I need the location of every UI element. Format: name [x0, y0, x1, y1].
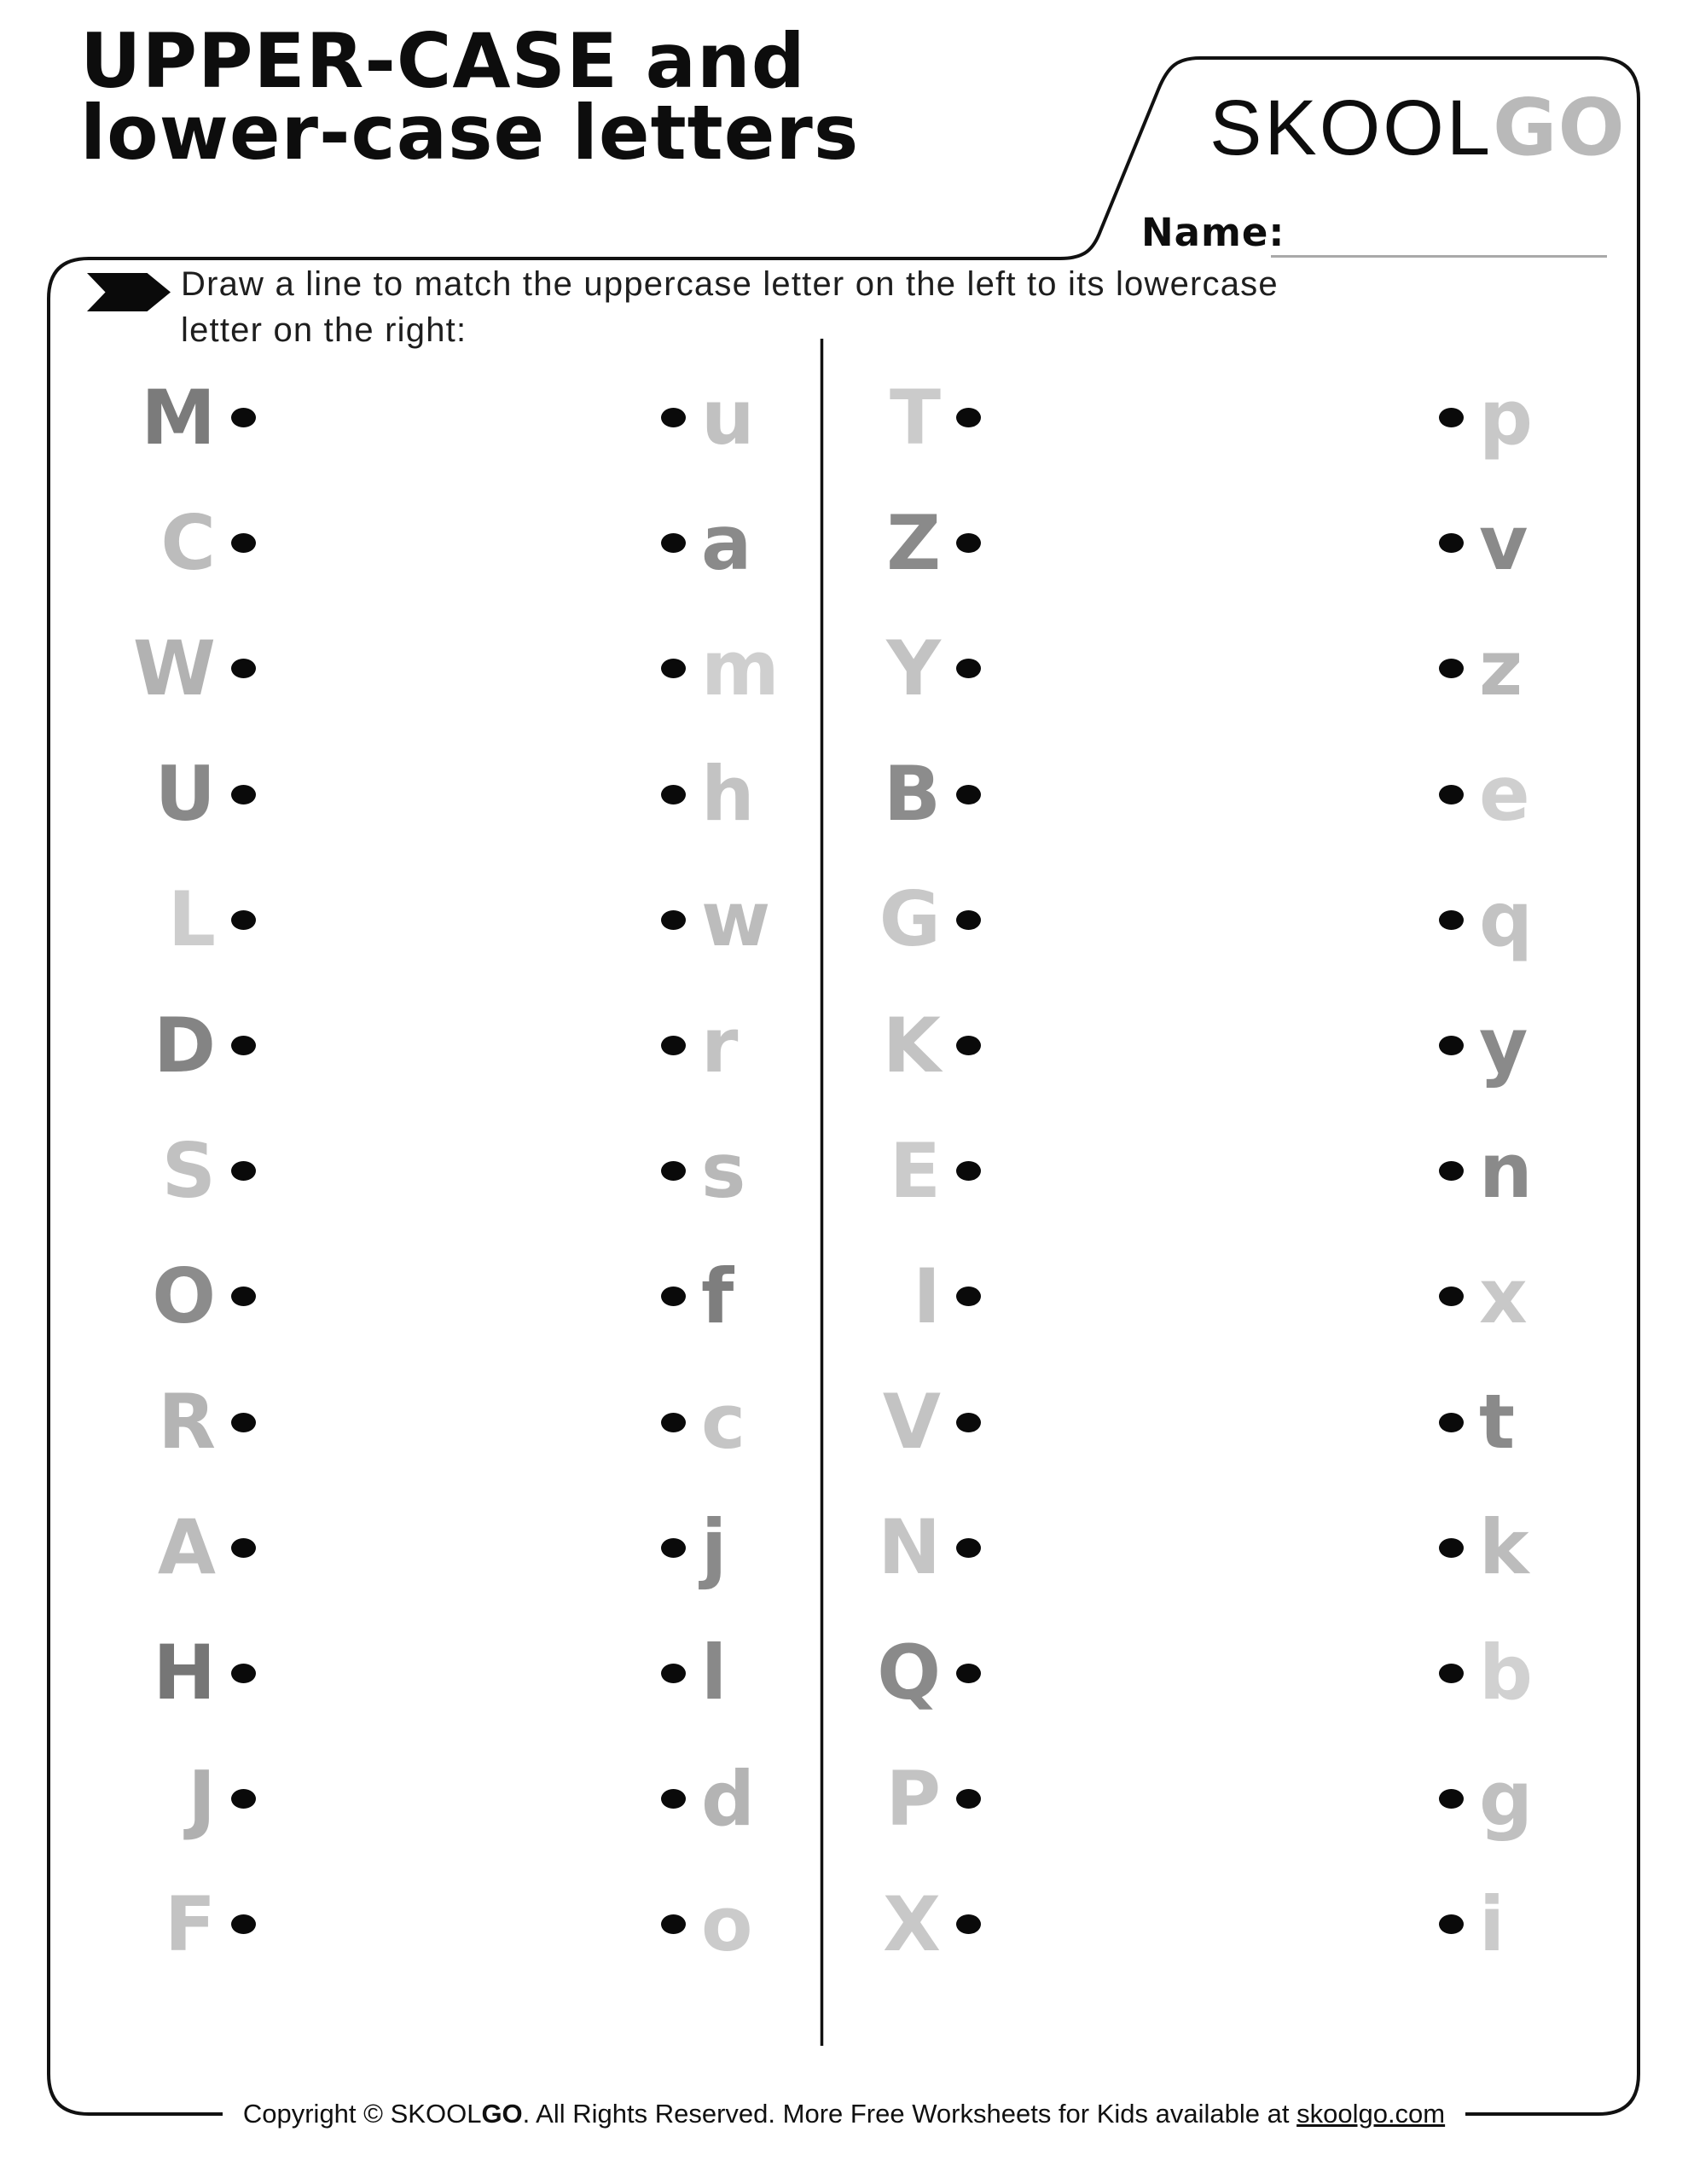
match-row	[1439, 1862, 1661, 1987]
instruction-text	[181, 261, 1279, 353]
lowercase-letter: v	[1479, 498, 1528, 587]
uppercase-letter: R	[158, 1378, 216, 1467]
match-dot[interactable]	[956, 1789, 981, 1809]
uppercase-letter: N	[878, 1503, 941, 1592]
uppercase-letter: Y	[886, 624, 941, 712]
match-row	[778, 1736, 981, 1862]
uppercase-letter: V	[882, 1378, 941, 1467]
lowercase-letter: l	[701, 1629, 728, 1717]
match-dot[interactable]	[1439, 1413, 1464, 1432]
logo-skool-text: SKOOL	[1209, 84, 1494, 171]
lowercase-letter: y	[1479, 1001, 1528, 1089]
lowercase-letter: d	[701, 1754, 755, 1843]
footer	[0, 2094, 1688, 2134]
match-row	[75, 1234, 256, 1359]
match-row	[1439, 355, 1661, 480]
match-row	[778, 983, 981, 1108]
match-row	[778, 732, 981, 857]
uppercase-letter: K	[882, 1001, 941, 1089]
match-row	[1439, 857, 1661, 983]
match-dot[interactable]	[231, 1914, 256, 1934]
match-dot[interactable]	[231, 1538, 256, 1558]
match-dot[interactable]	[1439, 1914, 1464, 1934]
match-dot[interactable]	[1439, 785, 1464, 804]
match-dot[interactable]	[1439, 1287, 1464, 1306]
lowercase-letter: m	[701, 624, 780, 712]
uppercase-letter: D	[153, 1001, 216, 1089]
match-dot[interactable]	[231, 785, 256, 804]
match-dot[interactable]	[1439, 1538, 1464, 1558]
lowercase-letter: w	[701, 875, 771, 964]
uppercase-letter: A	[157, 1503, 216, 1592]
match-row	[778, 480, 981, 606]
match-dot[interactable]	[231, 408, 256, 427]
uppercase-letter: O	[152, 1252, 216, 1340]
match-dot[interactable]	[231, 533, 256, 553]
lowercase-letter: g	[1479, 1754, 1533, 1843]
match-dot[interactable]	[956, 1914, 981, 1934]
match-dot[interactable]	[661, 1036, 686, 1055]
match-row	[778, 857, 981, 983]
uppercase-letter: X	[883, 1879, 941, 1968]
match-row	[75, 1108, 256, 1234]
match-dot[interactable]	[661, 1161, 686, 1181]
page-title-line2: lower-case letters	[80, 89, 860, 177]
match-dot[interactable]	[661, 910, 686, 930]
uppercase-letter: T	[889, 373, 941, 462]
match-row	[1439, 732, 1661, 857]
name-input-line[interactable]	[1271, 255, 1607, 258]
uppercase-letter: M	[141, 373, 216, 462]
match-dot[interactable]	[956, 910, 981, 930]
match-row	[778, 1360, 981, 1485]
match-dot[interactable]	[231, 1287, 256, 1306]
page-title-line1: UPPER-CASE and	[80, 17, 806, 105]
left-uppercase-column	[75, 355, 256, 1987]
footer-copyright-prefix: Copyright ©	[242, 2099, 391, 2129]
match-dot[interactable]	[956, 1664, 981, 1683]
footer-brand-go: GO	[481, 2099, 523, 2129]
uppercase-letter: H	[153, 1629, 216, 1717]
match-row	[778, 355, 981, 480]
match-row	[75, 480, 256, 606]
match-dot[interactable]	[661, 785, 686, 804]
uppercase-letter: Q	[877, 1629, 941, 1717]
match-dot[interactable]	[956, 785, 981, 804]
match-row	[778, 1611, 981, 1736]
match-dot[interactable]	[1439, 1664, 1464, 1683]
uppercase-letter: B	[883, 750, 941, 839]
footer-middle-text: . All Rights Reserved. More Free Worksheets for Kids available at	[522, 2099, 1297, 2129]
lowercase-letter: n	[1479, 1126, 1533, 1215]
uppercase-letter: L	[167, 875, 216, 964]
match-dot[interactable]	[956, 408, 981, 427]
right-lowercase-column	[1439, 355, 1661, 1987]
match-dot[interactable]	[956, 659, 981, 678]
match-row	[778, 606, 981, 731]
match-row	[75, 1862, 256, 1987]
match-row	[778, 1485, 981, 1611]
instruction-line1: Draw a line to match the uppercase letter on the left to its lowercase	[181, 265, 1279, 303]
skoolgo-logo	[1209, 82, 1626, 173]
match-dot[interactable]	[231, 1036, 256, 1055]
lowercase-letter: i	[1479, 1879, 1505, 1968]
match-dot[interactable]	[661, 659, 686, 678]
match-dot[interactable]	[231, 1789, 256, 1809]
match-dot[interactable]	[956, 1161, 981, 1181]
match-dot[interactable]	[956, 533, 981, 553]
match-row	[778, 1234, 981, 1359]
match-row	[75, 1736, 256, 1862]
match-row	[75, 857, 256, 983]
match-dot[interactable]	[661, 1789, 686, 1809]
match-dot[interactable]	[661, 1914, 686, 1934]
lowercase-letter: z	[1479, 624, 1523, 712]
lowercase-letter: h	[701, 750, 755, 839]
footer-skoolgo-link[interactable]: skoolgo.com	[1296, 2099, 1446, 2129]
uppercase-letter: U	[154, 750, 216, 839]
match-row	[1439, 606, 1661, 731]
lowercase-letter: k	[1479, 1503, 1529, 1592]
match-row	[75, 983, 256, 1108]
lowercase-letter: t	[1479, 1378, 1516, 1467]
match-row	[75, 606, 256, 731]
lowercase-letter: x	[1479, 1252, 1528, 1340]
uppercase-letter: P	[885, 1754, 941, 1843]
match-dot[interactable]	[661, 1664, 686, 1683]
match-dot[interactable]	[956, 1287, 981, 1306]
match-dot[interactable]	[1439, 659, 1464, 678]
lowercase-letter: r	[701, 1001, 739, 1089]
uppercase-letter: C	[160, 498, 216, 587]
lowercase-letter: u	[701, 373, 755, 462]
uppercase-letter: J	[188, 1754, 216, 1843]
lowercase-letter: o	[701, 1879, 753, 1968]
match-dot[interactable]	[661, 533, 686, 553]
match-dot[interactable]	[661, 1413, 686, 1432]
lowercase-letter: a	[701, 498, 752, 587]
match-dot[interactable]	[1439, 408, 1464, 427]
match-dot[interactable]	[231, 910, 256, 930]
lowercase-letter: f	[701, 1252, 734, 1340]
match-row	[75, 732, 256, 857]
lowercase-letter: j	[701, 1503, 728, 1592]
uppercase-letter: Z	[886, 498, 941, 587]
lowercase-letter: e	[1479, 750, 1530, 839]
uppercase-letter: G	[879, 875, 941, 964]
right-uppercase-column	[778, 355, 981, 1987]
lowercase-letter: c	[701, 1378, 746, 1467]
match-row	[75, 355, 256, 480]
name-label: Name:	[1141, 210, 1285, 255]
match-dot[interactable]	[231, 1664, 256, 1683]
match-row	[778, 1108, 981, 1234]
footer-text	[223, 2094, 1465, 2134]
match-dot[interactable]	[1439, 1161, 1464, 1181]
match-row	[1439, 480, 1661, 606]
match-dot[interactable]	[661, 1287, 686, 1306]
logo-go-text: GO	[1493, 82, 1626, 173]
uppercase-letter: F	[164, 1879, 216, 1968]
match-dot[interactable]	[956, 1538, 981, 1558]
match-dot[interactable]	[231, 1161, 256, 1181]
uppercase-letter: I	[913, 1252, 941, 1340]
match-dot[interactable]	[1439, 910, 1464, 930]
uppercase-letter: S	[161, 1126, 216, 1215]
match-row	[75, 1360, 256, 1485]
match-row	[1439, 983, 1661, 1108]
match-row	[1439, 1360, 1661, 1485]
match-row	[1439, 1234, 1661, 1359]
instruction-line2: letter on the right:	[181, 311, 467, 349]
match-dot[interactable]	[956, 1036, 981, 1055]
match-dot[interactable]	[231, 659, 256, 678]
lowercase-letter: s	[701, 1126, 746, 1215]
match-dot[interactable]	[1439, 533, 1464, 553]
match-dot[interactable]	[1439, 1789, 1464, 1809]
uppercase-letter: W	[132, 624, 216, 712]
match-dot[interactable]	[1439, 1036, 1464, 1055]
match-dot[interactable]	[231, 1413, 256, 1432]
match-dot[interactable]	[956, 1413, 981, 1432]
uppercase-letter: E	[889, 1126, 941, 1215]
page-title	[80, 17, 860, 177]
match-row	[1439, 1736, 1661, 1862]
match-row	[778, 1862, 981, 1987]
footer-brand-skool: SKOOL	[390, 2099, 482, 2129]
match-row	[75, 1485, 256, 1611]
match-row	[75, 1611, 256, 1736]
match-dot[interactable]	[661, 408, 686, 427]
match-row	[1439, 1108, 1661, 1234]
match-row	[1439, 1485, 1661, 1611]
match-dot[interactable]	[661, 1538, 686, 1558]
lowercase-letter: q	[1479, 875, 1533, 964]
lowercase-letter: b	[1479, 1629, 1533, 1717]
match-row	[1439, 1611, 1661, 1736]
lowercase-letter: p	[1479, 373, 1533, 462]
